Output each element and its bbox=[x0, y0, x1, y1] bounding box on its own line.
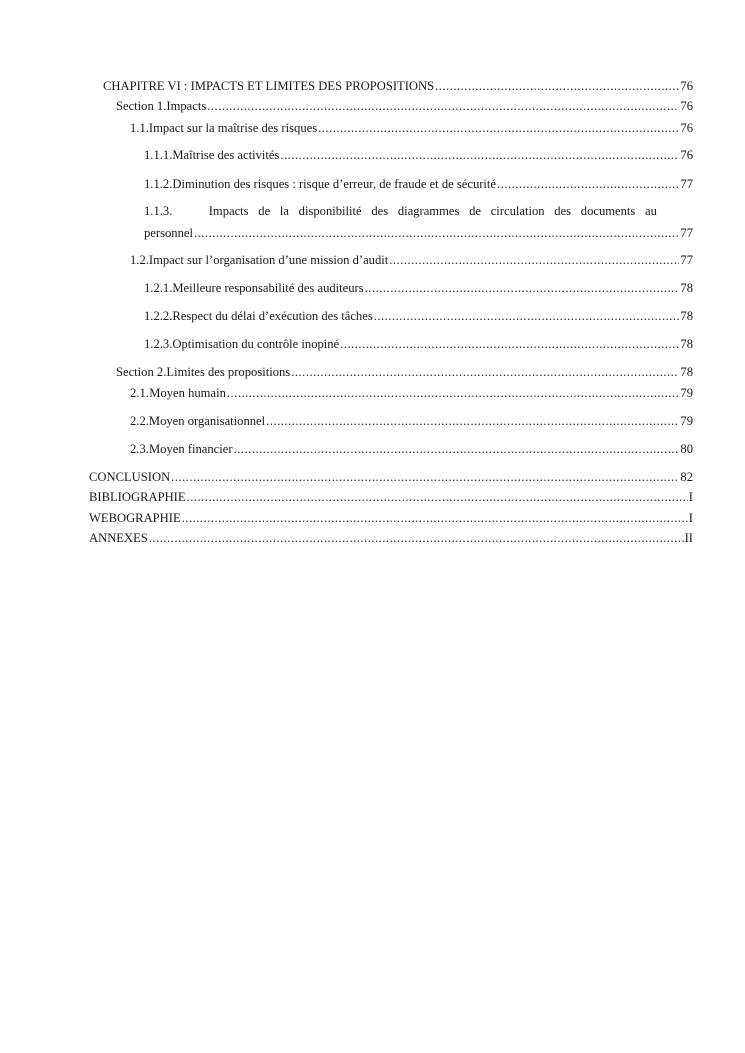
toc-entry-number: Section 2. bbox=[116, 365, 167, 379]
toc-entry-section-2[interactable] bbox=[116, 364, 693, 380]
toc-page-number: 78 bbox=[680, 337, 693, 351]
toc-entry-chapitre-vi[interactable] bbox=[103, 78, 693, 94]
toc-entry-conclusion[interactable] bbox=[89, 469, 693, 485]
toc-entry-title: CHAPITRE VI : IMPACTS ET LIMITES DES PROPOSITIONS bbox=[103, 79, 435, 93]
title-word: documents bbox=[580, 204, 636, 218]
toc-page-number: 77 bbox=[680, 253, 693, 267]
toc-entry-number: 1.1. bbox=[130, 121, 149, 135]
toc-page-number: 78 bbox=[680, 365, 693, 379]
title-word: Impacts bbox=[208, 204, 249, 218]
title-word: des bbox=[371, 204, 389, 218]
dot-leader bbox=[234, 441, 680, 457]
toc-entry-number: Section 1. bbox=[116, 99, 167, 113]
dot-leader bbox=[435, 78, 679, 94]
toc-entry-1-1-1[interactable] bbox=[144, 147, 693, 163]
dot-leader bbox=[207, 98, 679, 114]
toc-page-number: 80 bbox=[680, 442, 693, 456]
toc-entry-1-1[interactable] bbox=[130, 120, 693, 136]
toc-entry-number: 1.1.2. bbox=[144, 177, 173, 191]
toc-page-number: 76 bbox=[680, 99, 693, 113]
toc-entry-section-1[interactable] bbox=[116, 98, 693, 114]
title-word: la bbox=[279, 204, 289, 218]
dot-leader bbox=[497, 176, 679, 192]
toc-entry-title: personnel bbox=[144, 226, 193, 240]
toc-entry-title-line-1 bbox=[144, 203, 693, 219]
toc-entry-1-1-2[interactable] bbox=[144, 176, 693, 192]
title-word: des bbox=[554, 204, 572, 218]
toc-entry-1-1-3[interactable] bbox=[144, 203, 693, 241]
dot-leader bbox=[280, 147, 679, 163]
dot-leader bbox=[374, 308, 680, 324]
toc-entry-webographie[interactable] bbox=[89, 510, 693, 526]
toc-entry-title: Moyen organisationnel bbox=[148, 414, 266, 428]
dot-leader bbox=[182, 510, 688, 526]
toc-entry-1-2-1[interactable] bbox=[144, 280, 693, 296]
title-word: diagrammes bbox=[397, 204, 460, 218]
toc-entry-2-2[interactable] bbox=[130, 413, 693, 429]
dot-leader bbox=[187, 489, 688, 505]
toc-entry-title: WEBOGRAPHIE bbox=[89, 511, 181, 525]
toc-entry-number: 1.1.3. bbox=[144, 204, 173, 218]
toc-entry-title: Impact sur la maîtrise des risques bbox=[148, 121, 318, 135]
toc-entry-number: 1.2.1. bbox=[144, 281, 173, 295]
toc-entry-title: Optimisation du contrôle inopiné bbox=[172, 337, 340, 351]
toc-entry-1-2-3[interactable] bbox=[144, 336, 693, 352]
toc-page-number: 78 bbox=[680, 281, 693, 295]
title-word: circulation bbox=[490, 204, 545, 218]
toc-entry-number: 1.1.1. bbox=[144, 148, 173, 162]
toc-entry-title: Diminution des risques : risque d’erreur, de fraude et de sécurité bbox=[172, 177, 497, 191]
toc-page-number: 77 bbox=[680, 177, 693, 191]
toc-page-number: 79 bbox=[680, 414, 693, 428]
toc-entry-title: CONCLUSION bbox=[89, 470, 171, 484]
toc-page-number: 76 bbox=[680, 121, 693, 135]
toc-entry-1-2[interactable] bbox=[130, 252, 693, 268]
toc-entry-annexes[interactable] bbox=[89, 530, 693, 546]
title-word: au bbox=[645, 204, 657, 218]
toc-entry-number: 1.2. bbox=[130, 253, 149, 267]
toc-entry-2-1[interactable] bbox=[130, 385, 693, 401]
toc-entry-title: Impacts bbox=[166, 99, 207, 113]
toc-entry-title-line-2 bbox=[144, 225, 693, 241]
toc-page-number: 78 bbox=[680, 309, 693, 323]
toc-page-number: 79 bbox=[680, 386, 693, 400]
dot-leader bbox=[291, 364, 679, 380]
dot-leader bbox=[340, 336, 679, 352]
toc-entry-title: BIBLIOGRAPHIE bbox=[89, 490, 186, 504]
toc-page-number: 76 bbox=[680, 79, 693, 93]
toc-entry-2-3[interactable] bbox=[130, 441, 693, 457]
dot-leader bbox=[171, 469, 679, 485]
toc-page-number: 82 bbox=[680, 470, 693, 484]
toc-page-number: 77 bbox=[680, 226, 693, 240]
toc-page-number: II bbox=[684, 531, 693, 545]
dot-leader bbox=[318, 120, 679, 136]
toc-entry-title: Maîtrise des activités bbox=[172, 148, 280, 162]
toc-entry-title: Meilleure responsabilité des auditeurs bbox=[172, 281, 364, 295]
toc-entry-title: Impact sur l’organisation d’une mission d’audit bbox=[148, 253, 389, 267]
toc-entry-1-2-2[interactable] bbox=[144, 308, 693, 324]
toc-entry-number: 2.1. bbox=[130, 386, 149, 400]
title-word: de bbox=[258, 204, 271, 218]
toc-entry-title: Respect du délai d’exécution des tâches bbox=[172, 309, 373, 323]
toc-entry-title: Limites des propositions bbox=[166, 365, 291, 379]
dot-leader bbox=[227, 385, 680, 401]
toc-page-number: I bbox=[688, 490, 693, 504]
dot-leader bbox=[365, 280, 680, 296]
title-word: de bbox=[469, 204, 481, 218]
toc-entry-number: 2.3. bbox=[130, 442, 149, 456]
toc-entry-title: Moyen humain bbox=[149, 386, 226, 400]
toc-page-number: 76 bbox=[680, 148, 693, 162]
toc-entry-bibliographie[interactable] bbox=[89, 489, 693, 505]
title-word: disponibilité bbox=[298, 204, 362, 218]
dot-leader bbox=[266, 413, 679, 429]
toc-entry-number: 1.2.3. bbox=[144, 337, 173, 351]
toc-entry-title: Moyen financier bbox=[148, 442, 233, 456]
dot-leader bbox=[389, 252, 679, 268]
dot-leader bbox=[149, 530, 684, 546]
toc-entry-number: 1.2.2. bbox=[144, 309, 173, 323]
toc-entry-number: 2.2. bbox=[130, 414, 149, 428]
dot-leader bbox=[194, 225, 679, 241]
toc-page-number: I bbox=[688, 511, 693, 525]
toc-entry-title: ANNEXES bbox=[89, 531, 148, 545]
